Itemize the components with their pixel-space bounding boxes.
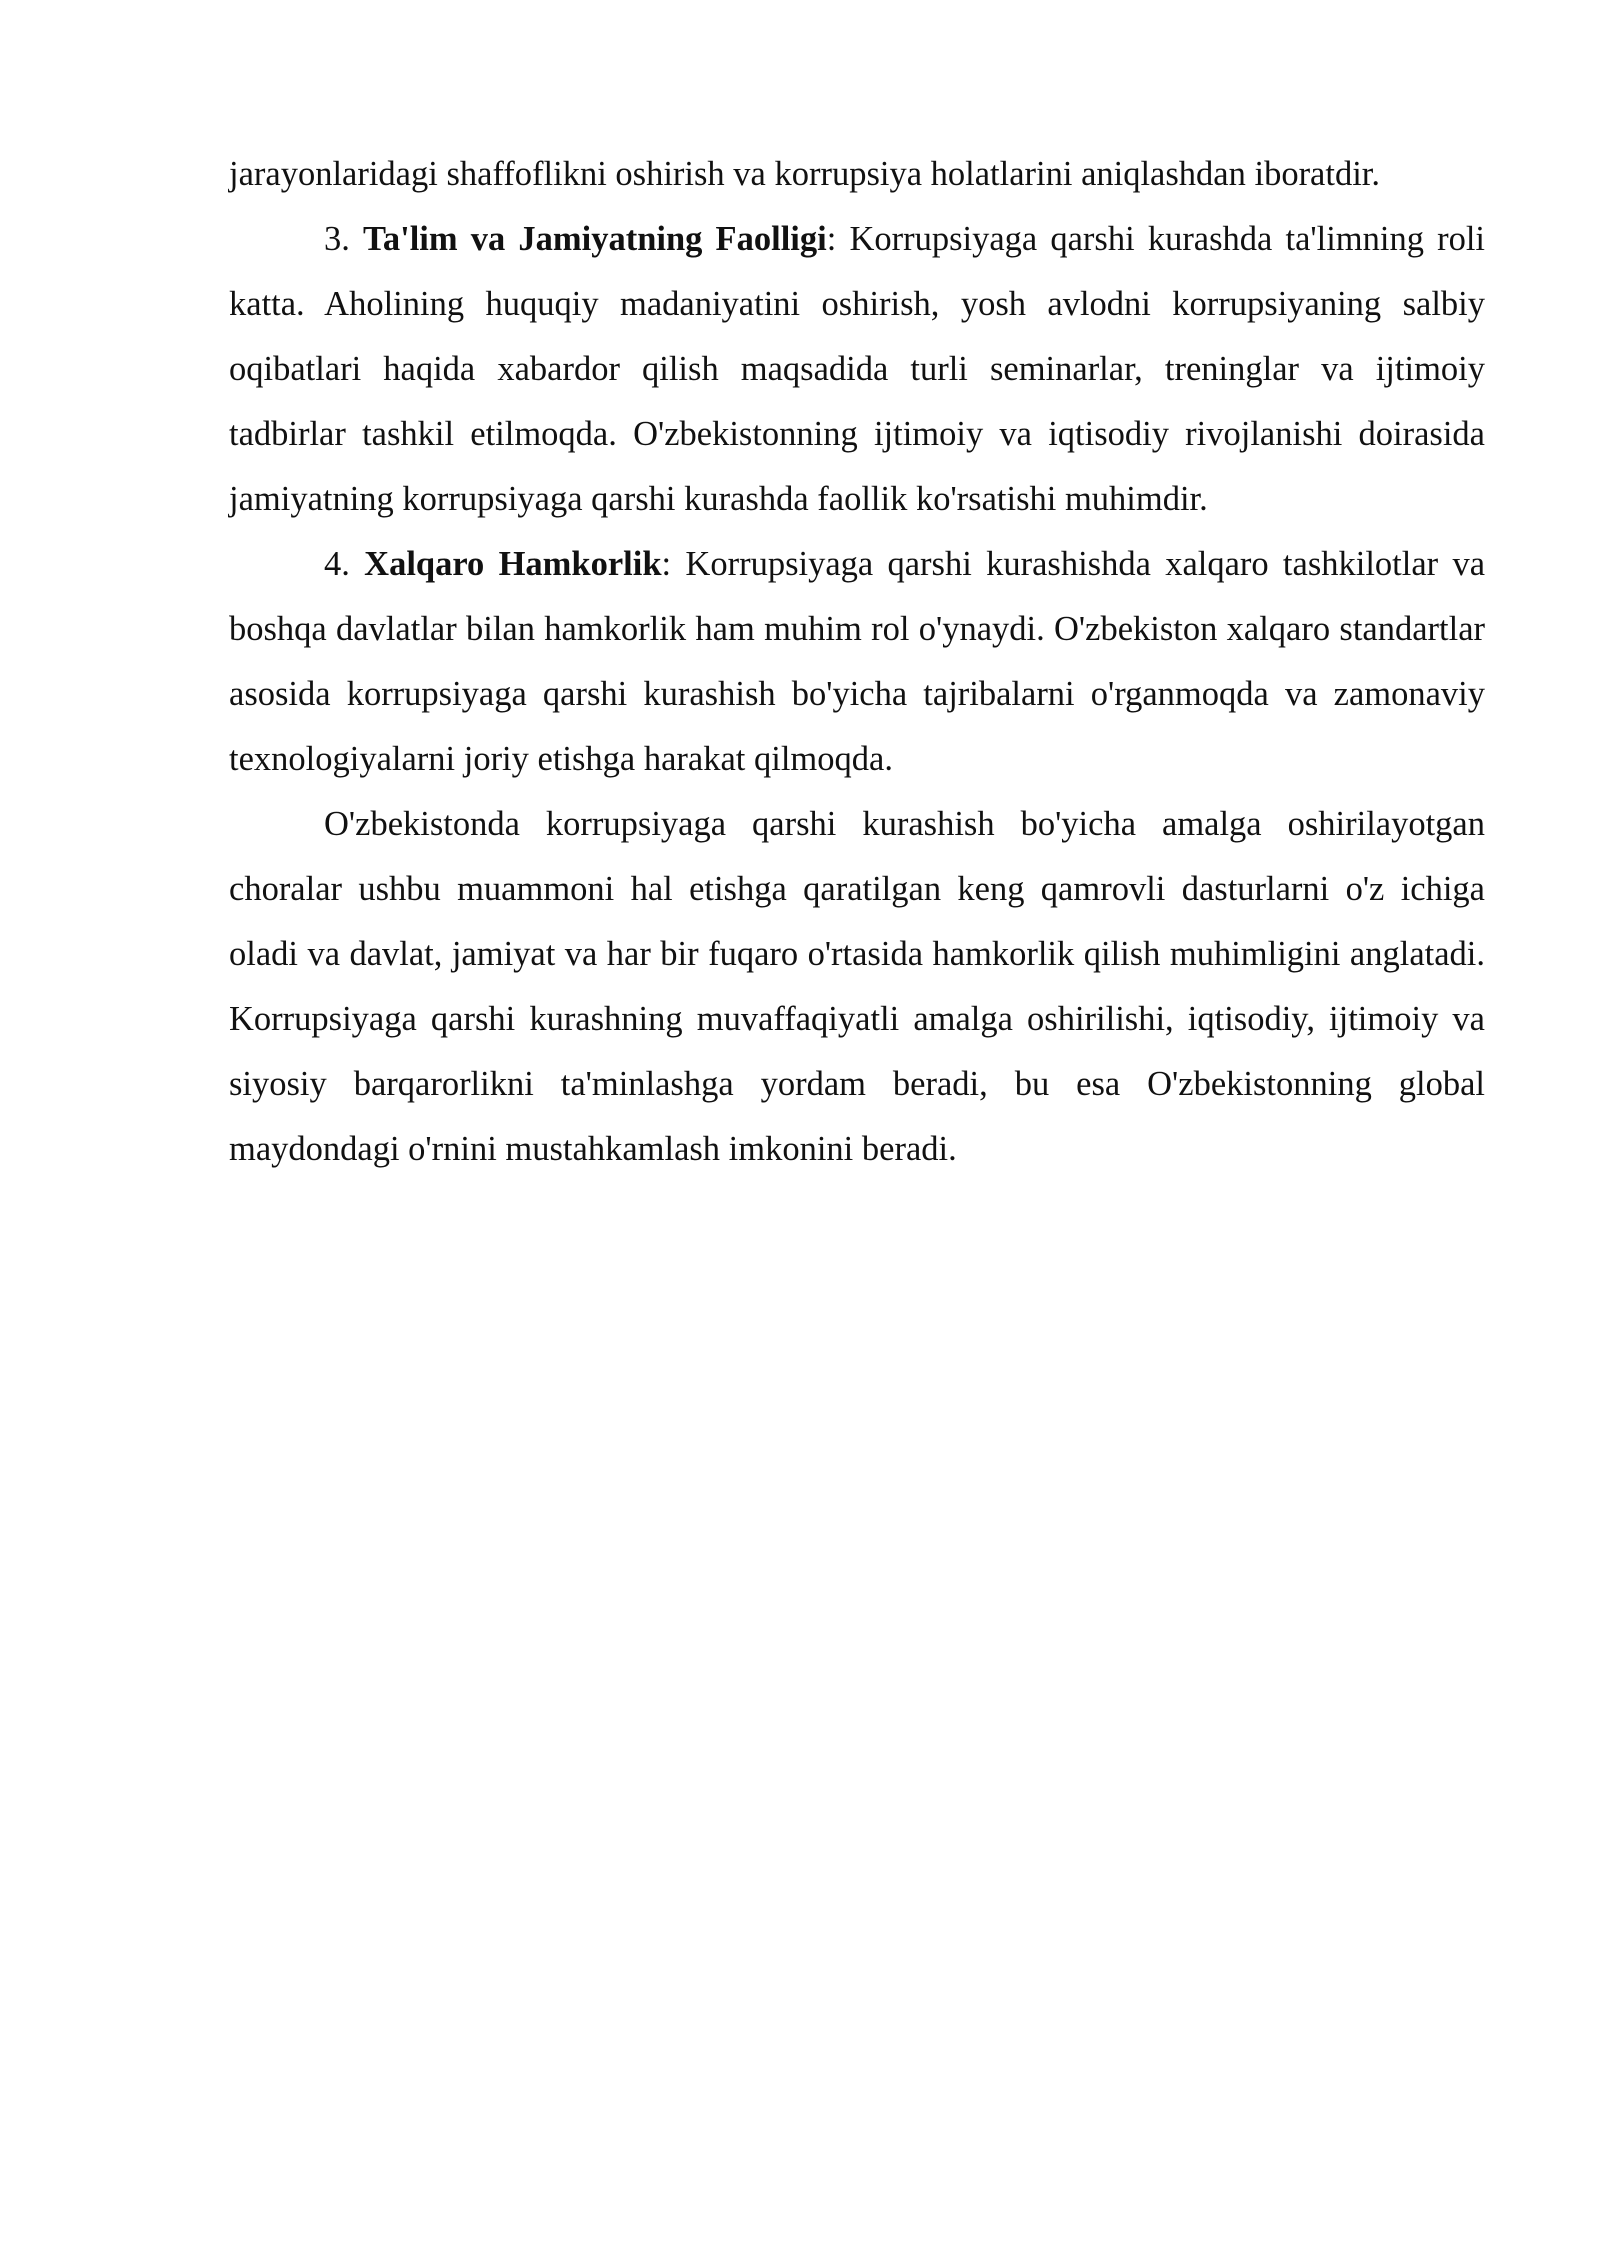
list-item-4-title: Xalqaro Hamkorlik — [364, 545, 662, 583]
document-body — [229, 142, 1485, 1182]
list-item-3-colon: : — [826, 220, 837, 258]
conclusion-paragraph: O'zbekistonda korrupsiyaga qarshi kurashish bo'yicha amalga oshirilayotgan choralar ushbu muammoni hal etishga qaratilgan keng qamrovli dasturlarni o'z ichiga oladi va davlat, jamiyat va har bir fuqaro o'rtasida hamkorlik qilish muhimligini anglatadi. Korrupsiyaga qarshi kurashning muvaffaqiyatli amalga oshirilishi, iqtisodiy, ijtimoiy va siyosiy barqarorlikni ta'minlashga yordam beradi, bu esa O'zbekistonning global maydondagi o'rnini mustahkamlash imkonini beradi. — [229, 805, 1485, 1168]
list-item-4 — [229, 532, 1485, 792]
list-item-4-number: 4. — [324, 545, 350, 583]
continuation-paragraph: jarayonlaridagi shaffoflikni oshirish va korrupsiya holatlarini aniqlashdan iboratdir. — [229, 155, 1380, 193]
list-item-3-title: Ta'lim va Jamiyatning Faolligi — [363, 220, 827, 258]
list-item-4-text: Korrupsiyaga qarshi kurashishda xalqaro tashkilotlar va boshqa davlatlar bilan hamkorlik ham muhim rol o'ynaydi. O'zbekiston xalqaro standartlar asosida korrupsiyaga qarshi kurashish bo'yicha tajribalarni o'rganmoqda va zamonaviy texnologiyalarni joriy etishga harakat qilmoqda. — [229, 545, 1486, 778]
list-item-3 — [229, 207, 1485, 532]
list-item-3-text: Korrupsiyaga qarshi kurashda ta'limning roli katta. Aholining huquqiy madaniyatini oshirish, yosh avlodni korrupsiyaning salbiy oqibatlari haqida xabardor qilish maqsadida turli seminarlar, treninglar va ijtimoiy tadbirlar tashkil etilmoqda. O'zbekistonning ijtimoiy va iqtisodiy rivojlanishi doirasida jamiyatning korrupsiyaga qarshi kurashda faollik ko'rsatishi muhimdir. — [229, 220, 1486, 518]
list-item-3-number: 3. — [324, 220, 350, 258]
list-item-4-colon: : — [661, 545, 672, 583]
